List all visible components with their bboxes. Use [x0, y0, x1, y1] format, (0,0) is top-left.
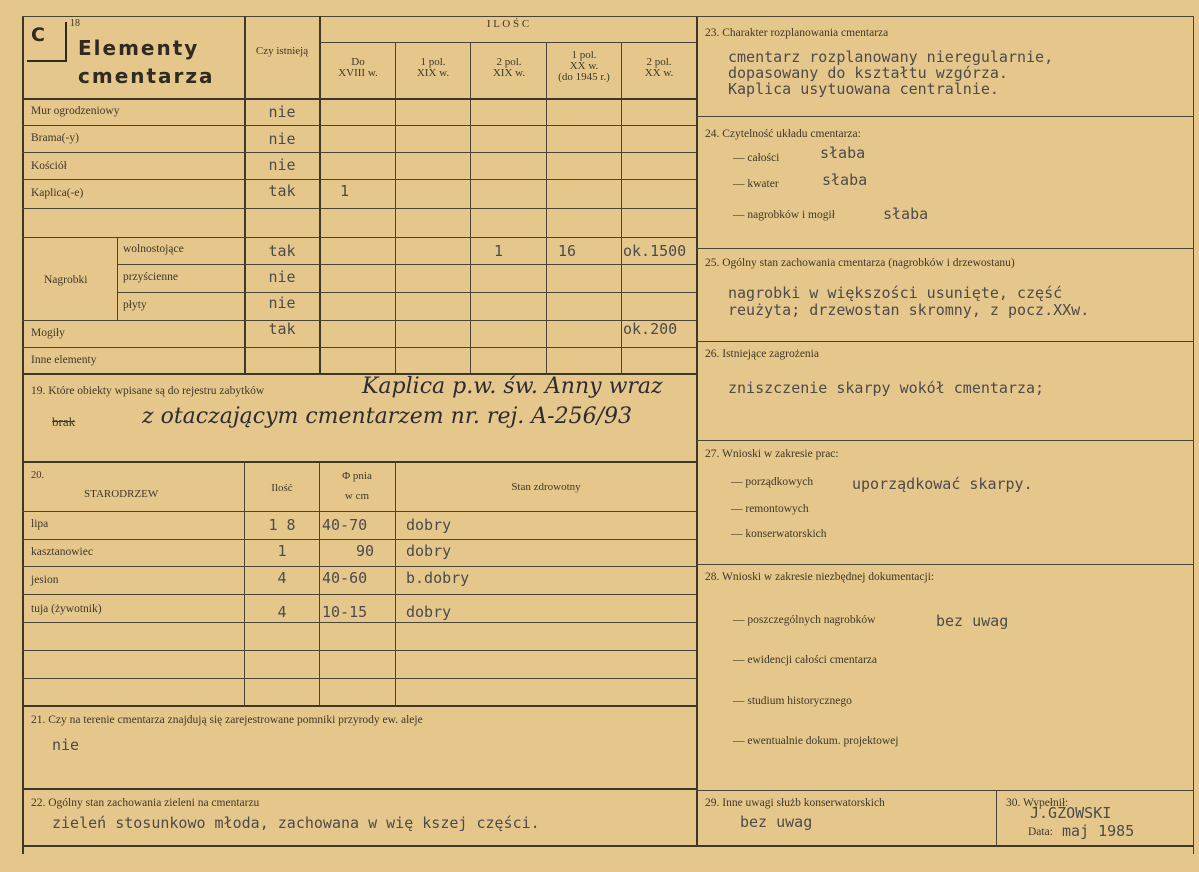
row-mogily-czy: tak — [268, 320, 296, 338]
s23-line3: Kaplica usytuowana centralnie. — [728, 80, 999, 98]
section-letter: C — [31, 24, 45, 46]
tree-row-name: kasztanowiec — [31, 546, 93, 558]
s26-value: zniszczenie skarpy wokół cmentarza; — [728, 379, 1045, 397]
row-wolno-2pol20: ok.1500 — [623, 242, 687, 260]
s19-handwritten-line2: z otaczającym cmentarzem nr. rej. A-256/93 — [142, 404, 632, 429]
s23-line1: cmentarz rozplanowany nieregularnie, — [728, 48, 1054, 66]
header-title-line1: Elementy — [78, 36, 200, 60]
s27-remontowych-label: — remontowych — [731, 503, 809, 515]
s28-nagrobkow-value: bez uwag — [936, 612, 1009, 630]
col-1pol-xix: 1 pol. XIX w. — [416, 56, 450, 79]
right-border — [1193, 16, 1194, 854]
s25-line1: nagrobki w większości usunięte, część — [728, 284, 1063, 302]
s30-name: J.GZOWSKI — [1030, 804, 1112, 822]
tree-row-phi: 40-60 — [322, 569, 368, 587]
s26-label: 26. Istniejące zagrożenia — [705, 348, 819, 360]
tree-row-ilosc: 1 — [277, 542, 287, 560]
s19-struck-brak: brak — [52, 414, 76, 429]
s24-kwater-label: — kwater — [733, 178, 779, 190]
s23-label: 23. Charakter rozplanowania cmentarza — [705, 27, 889, 39]
s28-studium-label: — studium historycznego — [733, 695, 852, 707]
row-plyty-czy: nie — [268, 294, 296, 312]
s21-label: 21. Czy na terenie cmentarza znajdują się zarejestrowane pomniki przyrody ew. aleje — [31, 714, 423, 726]
s20-number: 20. — [31, 470, 45, 481]
row-przysc-czy: nie — [268, 268, 296, 286]
s24-kwater-value: słaba — [822, 171, 868, 189]
s30-label: 30. Wypełnił: — [1006, 797, 1069, 809]
s23-line2: dopasowany do kształtu wzgórza. — [728, 64, 1008, 82]
header-title-line2: cmentarza — [78, 64, 215, 88]
s20-col-phi: Φ pnia w cm — [342, 470, 372, 502]
s30-date-label: Data: — [1028, 826, 1053, 838]
s20-title: STARODRZEW — [84, 488, 159, 500]
s25-line2: reużyta; drzewostan skromny, z pocz.XXw. — [728, 301, 1090, 319]
row-brama-czy: nie — [268, 130, 296, 148]
s19-handwritten-line1: Kaplica p.w. św. Anny wraz — [362, 374, 663, 399]
top-border — [22, 16, 1194, 17]
s27-porzadkowych-label: — porządkowych — [731, 476, 814, 488]
col-2pol-xx: 2 pol. XX w. — [644, 56, 674, 79]
row-label-kosciol: Kościół — [31, 160, 67, 172]
s24-nagrobkow-value: słaba — [883, 205, 929, 223]
s24-nagrobkow-label: — nagrobków i mogił — [733, 209, 835, 221]
row-kaplica-czy: tak — [268, 182, 296, 200]
tree-row-phi: 90 — [356, 542, 375, 560]
col-ilosc-header: I L O Ś C — [486, 18, 530, 30]
row-label-wolnostojace: wolnostojące — [123, 243, 184, 255]
row-label-mur: Mur ogrodzeniowy — [31, 105, 120, 117]
s28-label: 28. Wnioski w zakresie niezbędnej dokumentacji: — [705, 571, 935, 583]
row-kosciol-czy: nie — [268, 156, 296, 174]
tree-row-ilosc: 4 — [277, 569, 287, 587]
tree-row-stan: dobry — [406, 603, 452, 621]
s24-label: 24. Czytelność układu cmentarza: — [705, 128, 861, 140]
row-label-plyty: płyty — [123, 299, 147, 311]
tree-row-ilosc: 1 8 — [268, 516, 296, 534]
s20-col-ilosc: Ilość — [271, 482, 293, 494]
s24-calosci-label: — całości — [733, 152, 780, 164]
s24-calosci-value: słaba — [820, 144, 866, 162]
row-label-kaplica: Kaplica(-e) — [31, 187, 84, 199]
tree-row-ilosc: 4 — [277, 603, 287, 621]
tree-row-phi: 40-70 — [322, 516, 368, 534]
s22-value: zieleń stosunkowo młoda, zachowana w wię kszej części. — [52, 814, 540, 832]
row-wolno-1pol20: 16 — [558, 242, 577, 260]
s19-label: 19. Które obiekty wpisane są do rejestru zabytków — [31, 385, 265, 397]
row-label-inne: Inne elementy — [31, 354, 97, 366]
section-number: 18 — [70, 18, 80, 29]
s29-value: bez uwag — [740, 813, 813, 831]
s28-nagrobkow-label: — poszczególnych nagrobków — [733, 614, 876, 626]
s21-value: nie — [52, 736, 80, 754]
row-label-nagrobki: Nagrobki — [44, 274, 88, 286]
row-label-brama: Brama(-y) — [31, 132, 79, 144]
left-border — [22, 16, 24, 854]
s28-ewentualnie-label: — ewentualnie dokum. projektowej — [733, 735, 899, 747]
middle-divider — [696, 16, 698, 846]
row-label-przyscienne: przyścienne — [123, 271, 178, 283]
s30-date: maj 1985 — [1062, 822, 1135, 840]
col-czy-istnieja: Czy istnieją — [255, 45, 309, 57]
tree-row-phi: 10-15 — [322, 603, 368, 621]
row-mogily-2pol20: ok.200 — [623, 320, 678, 338]
s20-col-stan: Stan zdrowotny — [511, 481, 581, 493]
tree-row-name: jesion — [31, 574, 59, 586]
s28-ewidencji-label: — ewidencji całości cmentarza — [733, 654, 877, 666]
s25-label: 25. Ogólny stan zachowania cmentarza (nagrobków i drzewostanu) — [705, 257, 1015, 269]
s27-konserwatorskich-label: — konserwatorskich — [731, 528, 827, 540]
s27-label: 27. Wnioski w zakresie prac: — [705, 448, 839, 460]
row-mur-czy: nie — [268, 103, 296, 121]
tree-row-stan: dobry — [406, 516, 452, 534]
tree-row-name: lipa — [31, 518, 49, 530]
tree-row-stan: dobry — [406, 542, 452, 560]
s27-porzadkowych-value: uporządkować skarpy. — [852, 475, 1033, 493]
col-do-xviii: Do XVIII w. — [338, 56, 378, 79]
tree-row-stan: b.dobry — [406, 569, 470, 587]
col-2pol-xix: 2 pol. XIX w. — [492, 56, 526, 79]
tree-row-name: tuja (żywotnik) — [31, 603, 102, 615]
row-label-mogily: Mogiły — [31, 327, 65, 339]
row-kaplica-do18: 1 — [340, 182, 350, 200]
col-1pol-xx: 1 pol. XX w. (do 1945 r.) — [558, 49, 610, 83]
row-wolno-2pol19: 1 — [494, 242, 504, 260]
s22-label: 22. Ogólny stan zachowania zieleni na cmentarzu — [31, 797, 260, 809]
row-wolno-czy: tak — [268, 242, 296, 260]
s29-label: 29. Inne uwagi służb konserwatorskich — [705, 797, 885, 809]
